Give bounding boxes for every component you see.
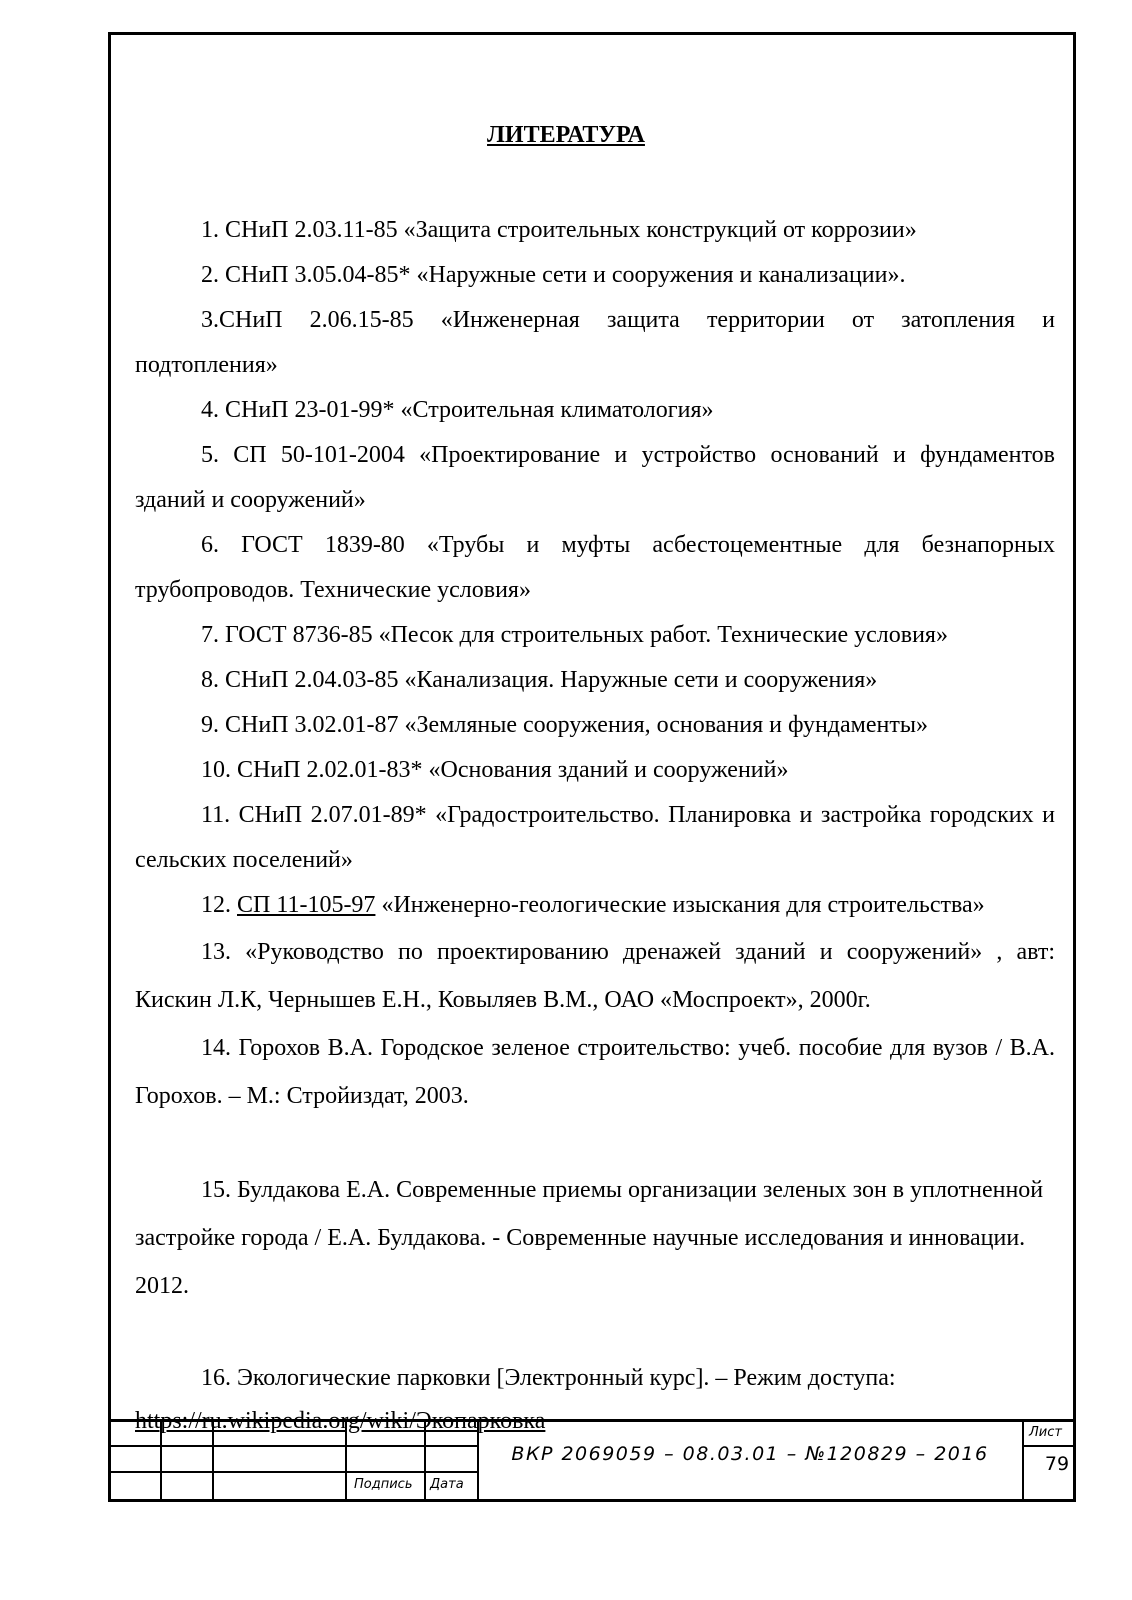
reference-number: 12. [201, 892, 237, 918]
reference-item: 6. ГОСТ 1839-80 «Трубы и муфты асбестоцементные для безнапорных трубопроводов. Технические условия» [135, 532, 1055, 603]
signature-label: Подпись [354, 1477, 413, 1492]
reference-item: 10. СНиП 2.02.01-83* «Основания зданий и сооружений» [201, 757, 789, 783]
grid-line [477, 1419, 479, 1502]
reference-item: 14. Горохов В.А. Городское зеленое строительство: учеб. пособие для вузов / В.А. Горохов. – М.: Стройиздат, 2003. [135, 1035, 1055, 1109]
sheet-number: 79 [1044, 1453, 1070, 1475]
grid-line [424, 1419, 426, 1502]
standard-link[interactable]: СП 11-105-97 [237, 892, 376, 918]
reference-item: 1. СНиП 2.03.11-85 «Защита строительных конструкций от коррозии» [201, 217, 917, 243]
reference-item-12 [135, 883, 1055, 928]
reference-item: 13. «Руководство по проектированию дренажей зданий и сооружений» , авт: Кискин Л.К, Чернышев Е.Н., Ковыляев В.М., ОАО «Моспроект», 2000г. [135, 939, 1055, 1013]
document-code: ВКР 2069059 – 08.03.01 – №120829 – 2016 [511, 1443, 989, 1465]
date-label: Дата [430, 1477, 464, 1492]
reference-item: 11. СНиП 2.07.01-89* «Градостроительство. Планировка и застройка городских и сельских поселений» [135, 802, 1055, 873]
spacer [135, 1310, 1055, 1356]
reference-list [135, 208, 1055, 1441]
grid-line [108, 1445, 477, 1447]
reference-item: 9. СНиП 3.02.01-87 «Земляные сооружения, основания и фундаменты» [201, 712, 928, 738]
grid-line [345, 1419, 347, 1502]
reference-item: 4. СНиП 23-01-99* «Строительная климатология» [201, 397, 714, 423]
grid-line [212, 1419, 214, 1502]
grid-line [1022, 1445, 1076, 1447]
reference-item: 8. СНиП 2.04.03-85 «Канализация. Наружные сети и сооружения» [201, 667, 878, 693]
spacer [135, 1120, 1055, 1166]
reference-title: «Инженерно-геологические изыскания для строительства» [375, 892, 985, 918]
reference-item: 3.СНиП 2.06.15-85 «Инженерная защита территории от затопления и подтопления» [135, 307, 1055, 378]
grid-line [160, 1419, 162, 1502]
grid-line [108, 1471, 477, 1473]
title-block-top-border [108, 1419, 1076, 1422]
reference-item: 16. Экологические парковки [Электронный курс]. – Режим доступа: [201, 1365, 896, 1391]
title-block [108, 1419, 1076, 1502]
reference-item: 2. СНиП 3.05.04-85* «Наружные сети и сооружения и канализации». [201, 262, 906, 288]
sheet-label: Лист [1029, 1425, 1062, 1440]
reference-url-link[interactable]: https://ru.wikipedia.org/wiki/Экопарковка [135, 1408, 546, 1434]
page-title: ЛИТЕРАТУРА [487, 122, 645, 148]
reference-item: 5. СП 50-101-2004 «Проектирование и устройство оснований и фундаментов зданий и сооружений» [135, 442, 1055, 513]
reference-item: 15. Булдакова Е.А. Современные приемы организации зеленых зон в уплотненной застройке города / Е.А. Булдакова. - Современные научные исследования и инновации. 2012. [135, 1177, 1044, 1299]
reference-item: 7. ГОСТ 8736-85 «Песок для строительных работ. Технические условия» [201, 622, 948, 648]
grid-line [1022, 1419, 1024, 1502]
